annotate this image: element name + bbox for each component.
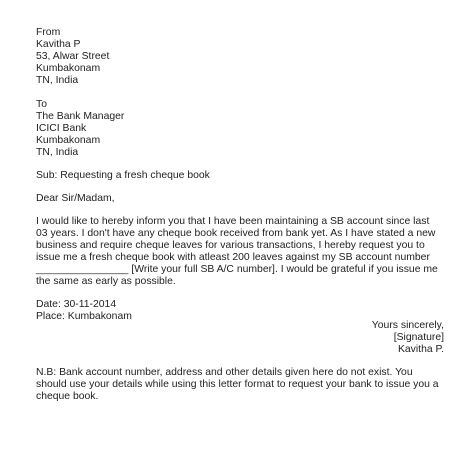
recipient-state: TN, India — [36, 147, 79, 158]
letter-date: Date: 30-11-2014 — [36, 299, 117, 310]
body-line: I would like to hereby inform you that I have been maintaining a SB account since last — [36, 216, 430, 227]
complimentary-close: Yours sincerely, — [371, 320, 444, 331]
sender-street: 53, Alwar Street — [36, 51, 110, 62]
sender-state: TN, India — [36, 75, 79, 86]
body-line: business and require cheque leaves for various transactions, I hereby request you to — [36, 240, 425, 251]
salutation: Dear Sir/Madam, — [36, 193, 115, 204]
note-line: cheque book. — [36, 391, 99, 402]
signature-placeholder: [Signature] — [393, 332, 444, 343]
note-line: should use your details while using this letter format to request your bank to issue you a — [36, 379, 439, 390]
sender-city: Kumbakonam — [36, 63, 101, 74]
sender-name: Kavitha P — [36, 39, 81, 50]
recipient-bank: ICICI Bank — [36, 123, 87, 134]
body-line: issue me a fresh cheque book with atleast 200 leaves against my SB account number — [36, 252, 430, 263]
body-line: 03 years. I don't have any cheque book received from bank yet. As I have stated a new — [36, 228, 436, 239]
note-line: N.B: Bank account number, address and other details given here do not exist. You — [36, 367, 413, 378]
from-label: From — [36, 27, 61, 38]
signer-name: Kavitha P. — [397, 344, 444, 355]
recipient-title: The Bank Manager — [36, 111, 125, 122]
to-label: To — [36, 99, 47, 110]
subject-line: Sub: Requesting a fresh cheque book — [36, 170, 210, 181]
letter-place: Place: Kumbakonam — [36, 311, 132, 322]
recipient-city: Kumbakonam — [36, 135, 101, 146]
body-line: ________________ [Write your full SB A/C number]. I would be grateful if you issue me — [36, 264, 438, 275]
body-line: the same as early as possible. — [36, 276, 176, 287]
